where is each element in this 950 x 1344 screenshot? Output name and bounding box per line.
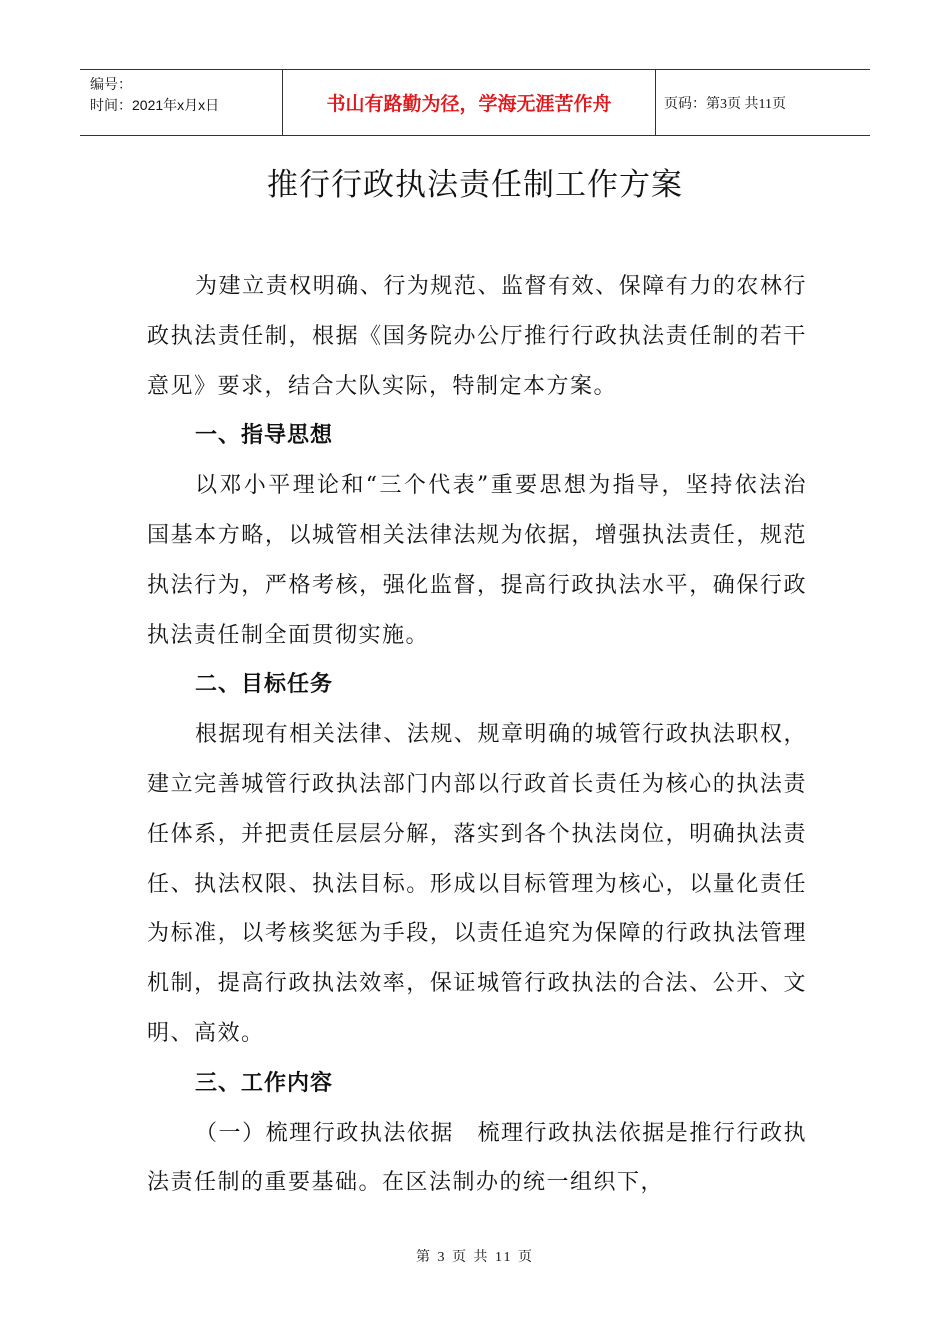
page-footer: 第 3 页 共 11 页 — [416, 1250, 534, 1265]
header-motto: 书山有路勤为径，学海无涯苦作舟 — [282, 70, 656, 135]
document-body — [147, 262, 807, 1208]
number-label: 编号： — [90, 76, 132, 92]
section-heading-goals: 二、目标任务 — [195, 672, 334, 698]
section-paragraph-goals: 根据现有相关法律、法规、规章明确的城管行政执法职权，建立完善城管行政执法部门内部以行政首长责任为核心的执法责任体系，并把责任层层分解，落实到各个执法岗位，明确执法责任、执法权限、执法目标。形成以目标管理为核心，以量化责任为标准，以考核奖惩为手段，以责任追究为保障的行政执法管理机制，提高行政执法效率，保证城管行政执法的合法、公开、文明、高效。 — [147, 722, 807, 1046]
header-page-info: 页码：第3页 共11页 — [664, 96, 786, 112]
document-header — [80, 69, 870, 136]
section-paragraph-content: （一）梳理行政执法依据 梳理行政执法依据是推行行政执法责任制的重要基础。在区法制办的统一组织下， — [147, 1120, 807, 1196]
section-heading-content: 三、工作内容 — [195, 1070, 334, 1096]
document-title: 推行行政执法责任制工作方案 — [267, 167, 683, 203]
header-meta — [80, 70, 282, 135]
section-heading-guiding: 一、指导思想 — [195, 423, 334, 449]
intro-paragraph: 为建立责权明确、行为规范、监督有效、保障有力的农林行政执法责任制，根据《国务院办公厅推行行政执法责任制的若干意见》要求，结合大队实际，特制定本方案。 — [147, 274, 807, 399]
date-line: 时间：2021年x月x日 — [90, 97, 220, 113]
section-paragraph-guiding: 以邓小平理论和“三个代表”重要思想为指导，坚持依法治国基本方略，以城管相关法律法规为依据，增强执法责任，规范执法行为，严格考核，强化监督，提高行政执法水平，确保行政执法责任制全面贯彻实施。 — [147, 473, 807, 648]
